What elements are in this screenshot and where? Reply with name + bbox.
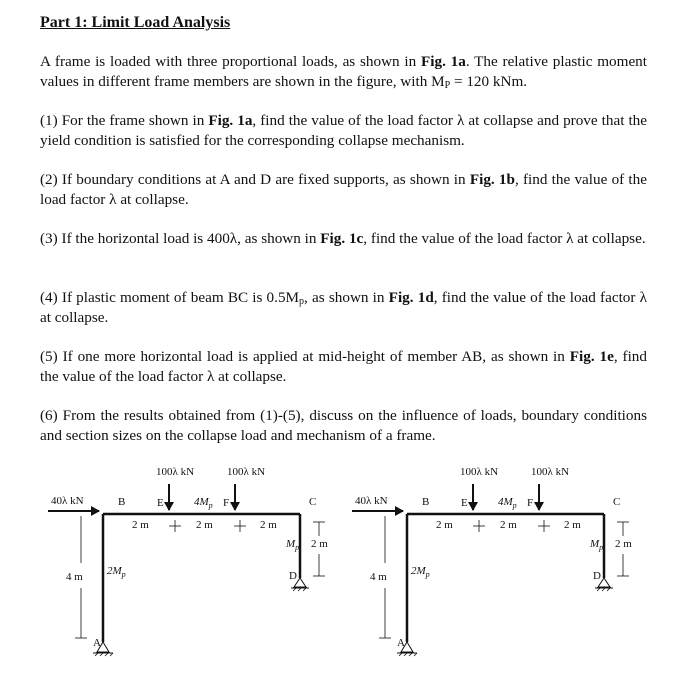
node-a-label: A xyxy=(397,637,405,649)
frame-figures xyxy=(0,458,678,700)
load-horizontal-label: 40λ kN xyxy=(51,495,84,507)
question-3: (3) If the horizontal load is 400λ, as shown in Fig. 1c, find the value of the load factor λ at collapse. xyxy=(40,230,646,247)
dim-ef-label: 2 m xyxy=(196,519,213,531)
frame-members-right xyxy=(352,484,629,656)
column-ab-moment-label: $2M_p$ xyxy=(411,565,430,579)
beam-moment-label: $4M_p$ xyxy=(194,496,213,510)
dim-be-label: 2 m xyxy=(436,519,453,531)
node-c-label: C xyxy=(309,496,317,508)
node-b-label: B xyxy=(422,496,430,508)
node-f-label: F xyxy=(527,497,534,509)
node-f-label: F xyxy=(223,497,230,509)
node-b-label: B xyxy=(118,496,126,508)
dim-cd-label: 2 m xyxy=(615,538,632,550)
node-c-label: C xyxy=(613,496,621,508)
dim-cd-label: 2 m xyxy=(311,538,328,550)
dim-ab-label: 4 m xyxy=(66,571,83,583)
question-4: (4) If plastic moment of beam BC is $0.5M_p$, as shown in Fig. 1d, find the value of the load factor λ at collapse. xyxy=(40,289,647,326)
column-cd-moment-label: $M_p$ xyxy=(286,538,300,552)
intro-paragraph: A frame is loaded with three proportional loads, as shown in Fig. 1a. The relative plastic moment values in different frame members are shown in the figure, with $M_P = 120$ kNm. xyxy=(40,53,647,91)
load-e-label: 100λ kN xyxy=(156,466,195,478)
dim-be-label: 2 m xyxy=(132,519,149,531)
question-2: (2) If boundary conditions at A and D are fixed supports, as shown in Fig. 1b, find the value of the load factor λ at collapse. xyxy=(40,171,647,208)
load-e-label: 100λ kN xyxy=(460,466,499,478)
dim-fc-label: 2 m xyxy=(564,519,581,531)
node-e-label: E xyxy=(157,497,164,509)
dim-ab-label: 4 m xyxy=(370,571,387,583)
column-ab-moment-label: $2M_p$ xyxy=(107,565,126,579)
node-d-label: D xyxy=(593,570,601,582)
question-5: (5) If one more horizontal load is applied at mid-height of member AB, as shown in Fig. 1e, find the value of the load factor λ at collapse. xyxy=(40,348,647,385)
question-1: (1) For the frame shown in Fig. 1a, find the value of the load factor λ at collapse and prove that the yield condition is satisfied for the corresponding collapse mechanism. xyxy=(40,112,647,149)
frame-members-left xyxy=(48,484,325,656)
node-d-label: D xyxy=(289,570,297,582)
question-6: (6) From the results obtained from (1)-(5), discuss on the influence of loads, boundary conditions and section sizes on the collapse load and mechanism of a frame. xyxy=(40,407,647,444)
dim-ef-label: 2 m xyxy=(500,519,517,531)
load-f-label: 100λ kN xyxy=(227,466,266,478)
node-e-label: E xyxy=(461,497,468,509)
frame-diagram-right xyxy=(352,466,632,656)
beam-moment-label: $4M_p$ xyxy=(498,496,517,510)
node-a-label: A xyxy=(93,637,101,649)
load-f-label: 100λ kN xyxy=(531,466,570,478)
load-horizontal-label: 40λ kN xyxy=(355,495,388,507)
column-cd-moment-label: $M_p$ xyxy=(590,538,604,552)
section-title: Part 1: Limit Load Analysis xyxy=(40,14,231,31)
frame-diagram-left xyxy=(48,466,328,656)
dim-fc-label: 2 m xyxy=(260,519,277,531)
